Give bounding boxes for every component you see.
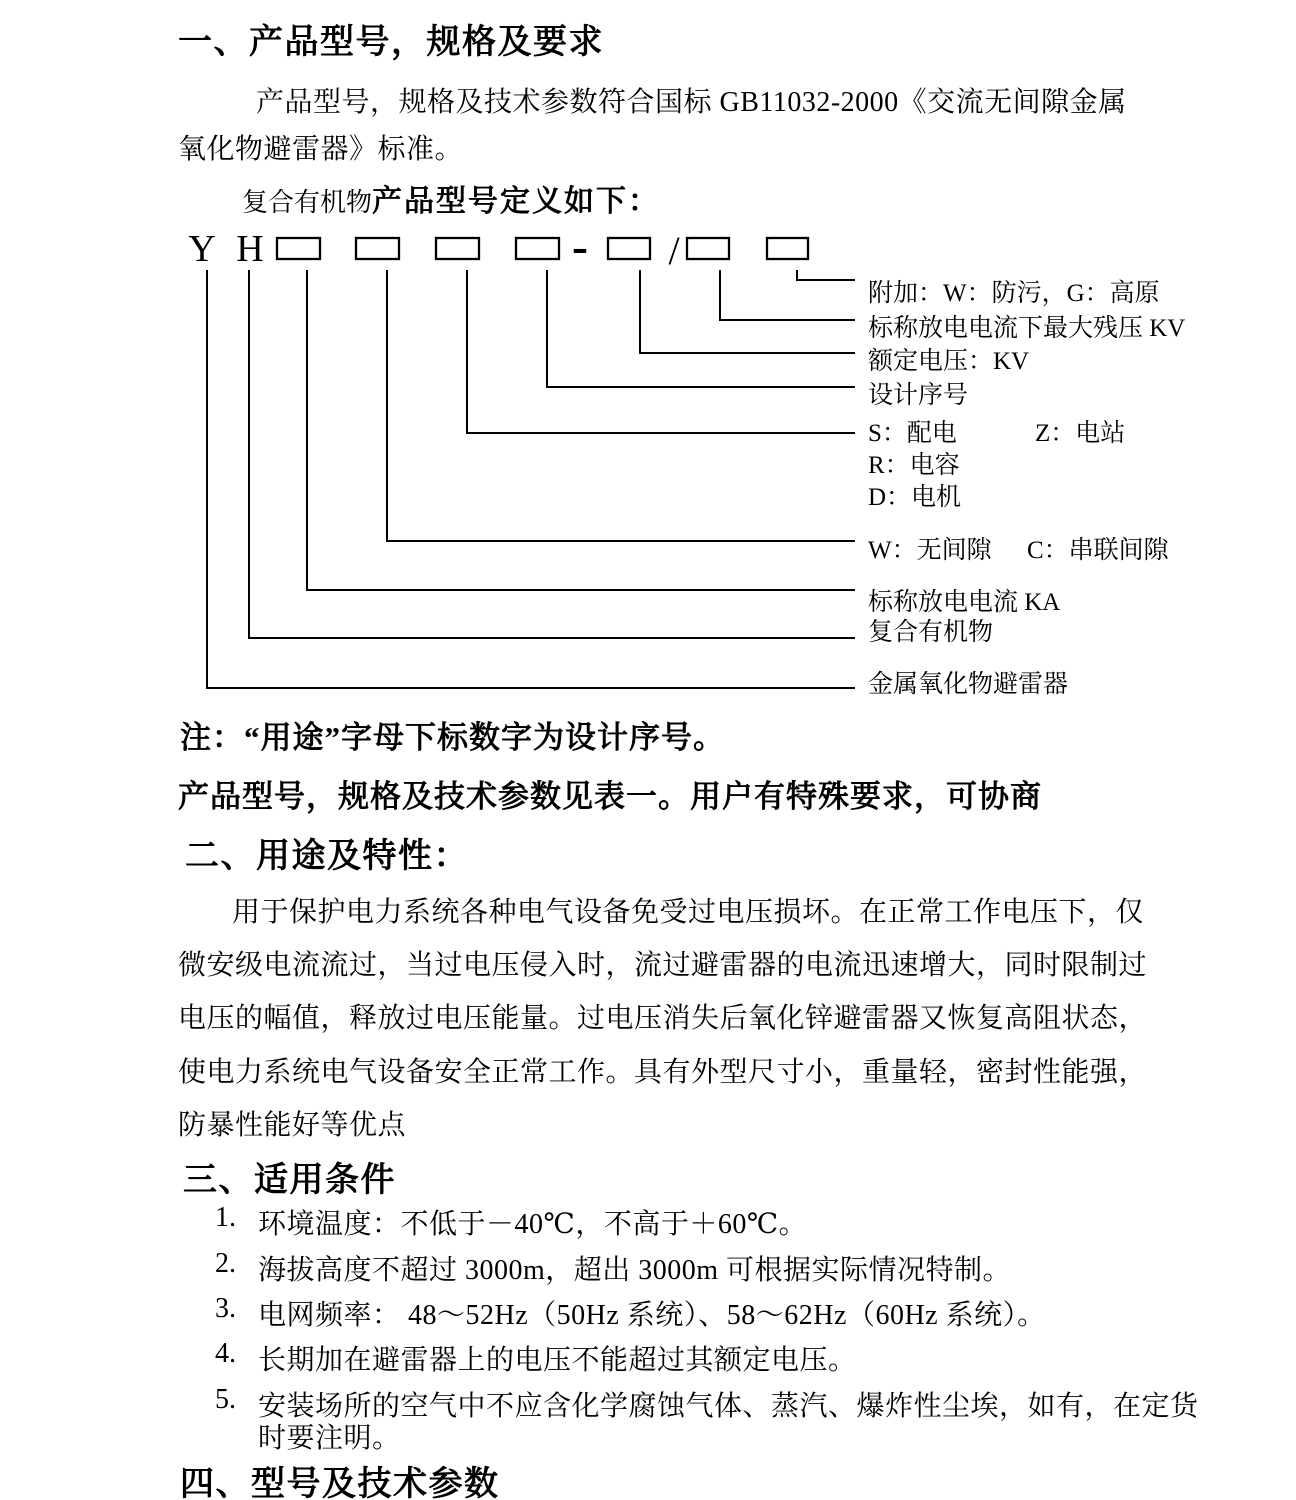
list-item-4-text: 长期加在避雷器上的电压不能超过其额定电压。 (258, 1345, 857, 1376)
connector-composite (249, 270, 855, 638)
section-2-heading: 二、用途及特性： (185, 838, 469, 875)
section-1-heading: 一、产品型号，规格及要求 (178, 24, 604, 61)
list-item-2-text: 海拔高度不超过 3000m，超出 3000m 可根据实际情况特制。 (258, 1255, 1012, 1286)
diagram-slash: / (668, 228, 680, 273)
list-item-5-number: 5. (215, 1384, 236, 1415)
list-item-4-number: 4. (215, 1338, 236, 1369)
definition-bold: 产品型号定义如下： (372, 185, 661, 218)
label-max-residual: 标称放电电流下最大残压 KV (868, 315, 1186, 342)
label-rated-voltage: 额定电压：KV (868, 348, 1030, 375)
list-item-5-continuation: 时要注明。 (258, 1423, 401, 1454)
code-box-6 (687, 238, 729, 259)
list-item-5-text: 安装场所的空气中不应含化学腐蚀气体、蒸汽、爆炸性尘埃，如有，在定货 (258, 1391, 1199, 1422)
code-box-3 (436, 238, 479, 259)
diagram-letter-H: H (236, 228, 264, 270)
definition-prefix: 复合有机物 (242, 188, 373, 217)
diagram-dash: - (572, 225, 588, 273)
note-line-2: 产品型号，规格及技术参数见表一。用户有特殊要求，可协商 (178, 779, 1042, 814)
connector-usage (467, 270, 855, 433)
section-2-line-2: 微安级电流流过，当过电压侵入时，流过避雷器的电流迅速增大，同时限制过 (178, 950, 1148, 981)
label-design-serial: 设计序号 (868, 382, 969, 409)
section-2-line-5: 防暴性能好等优点 (178, 1110, 407, 1141)
connector-max-residual (720, 270, 855, 320)
label-usage-d: D：电机 (868, 484, 962, 511)
section-2-line-3: 电压的幅值，释放过电压能量。过电压消失后氧化锌避雷器又恢复高阻状态， (178, 1003, 1148, 1034)
list-item-3-number: 3. (215, 1293, 236, 1324)
intro-line-1: 产品型号，规格及技术参数符合国标 GB11032-2000《交流无间隙金属 (256, 87, 1127, 118)
connector-rated-voltage (640, 270, 855, 353)
label-arrester: 金属氧化物避雷器 (868, 671, 1069, 698)
intro-line-2: 氧化物避雷器》标准。 (178, 134, 464, 165)
code-box-4 (516, 238, 559, 259)
list-item-3-text: 电网频率： 48～52Hz（50Hz 系统）、58～62Hz（60Hz 系统）。 (258, 1300, 1046, 1331)
list-item-1-text: 环境温度：不低于－40℃，不高于＋60℃。 (258, 1209, 808, 1240)
section-2-line-4: 使电力系统电气设备安全正常工作。具有外型尺寸小，重量轻，密封性能强， (178, 1057, 1148, 1088)
connector-design-serial (547, 270, 855, 387)
label-usage-s: S：配电 (868, 420, 957, 447)
code-box-7 (767, 238, 808, 259)
label-usage-r: R：电容 (868, 452, 960, 479)
model-number-diagram (166, 225, 1206, 705)
label-gap-c: C：串联间隙 (1027, 537, 1169, 564)
connector-gap-type (387, 270, 855, 541)
label-gap-w: W：无间隙 (868, 537, 992, 564)
label-composite: 复合有机物 (868, 619, 994, 646)
definition-leadin (242, 176, 660, 220)
connector-addition (797, 270, 855, 280)
code-box-2 (356, 238, 399, 259)
list-item-2-number: 2. (215, 1248, 236, 1279)
section-4-heading: 四、型号及技术参数 (180, 1466, 500, 1500)
label-usage-z: Z：电站 (1035, 420, 1126, 447)
code-box-1 (277, 238, 320, 259)
note-line-1: 注：“用途”字母下标数字为设计序号。 (180, 720, 725, 755)
label-addition: 附加：W：防污，G：高原 (868, 280, 1160, 307)
diagram-letter-Y: Y (188, 228, 216, 270)
code-box-5 (608, 238, 650, 259)
connector-arrester (207, 270, 855, 688)
section-2-line-1: 用于保护电力系统各种电气设备免受过电压损坏。在正常工作电压下，仅 (232, 897, 1145, 928)
label-nominal-current: 标称放电电流 KA (868, 589, 1061, 616)
section-3-heading: 三、适用条件 (183, 1162, 396, 1199)
list-item-1-number: 1. (215, 1202, 236, 1233)
